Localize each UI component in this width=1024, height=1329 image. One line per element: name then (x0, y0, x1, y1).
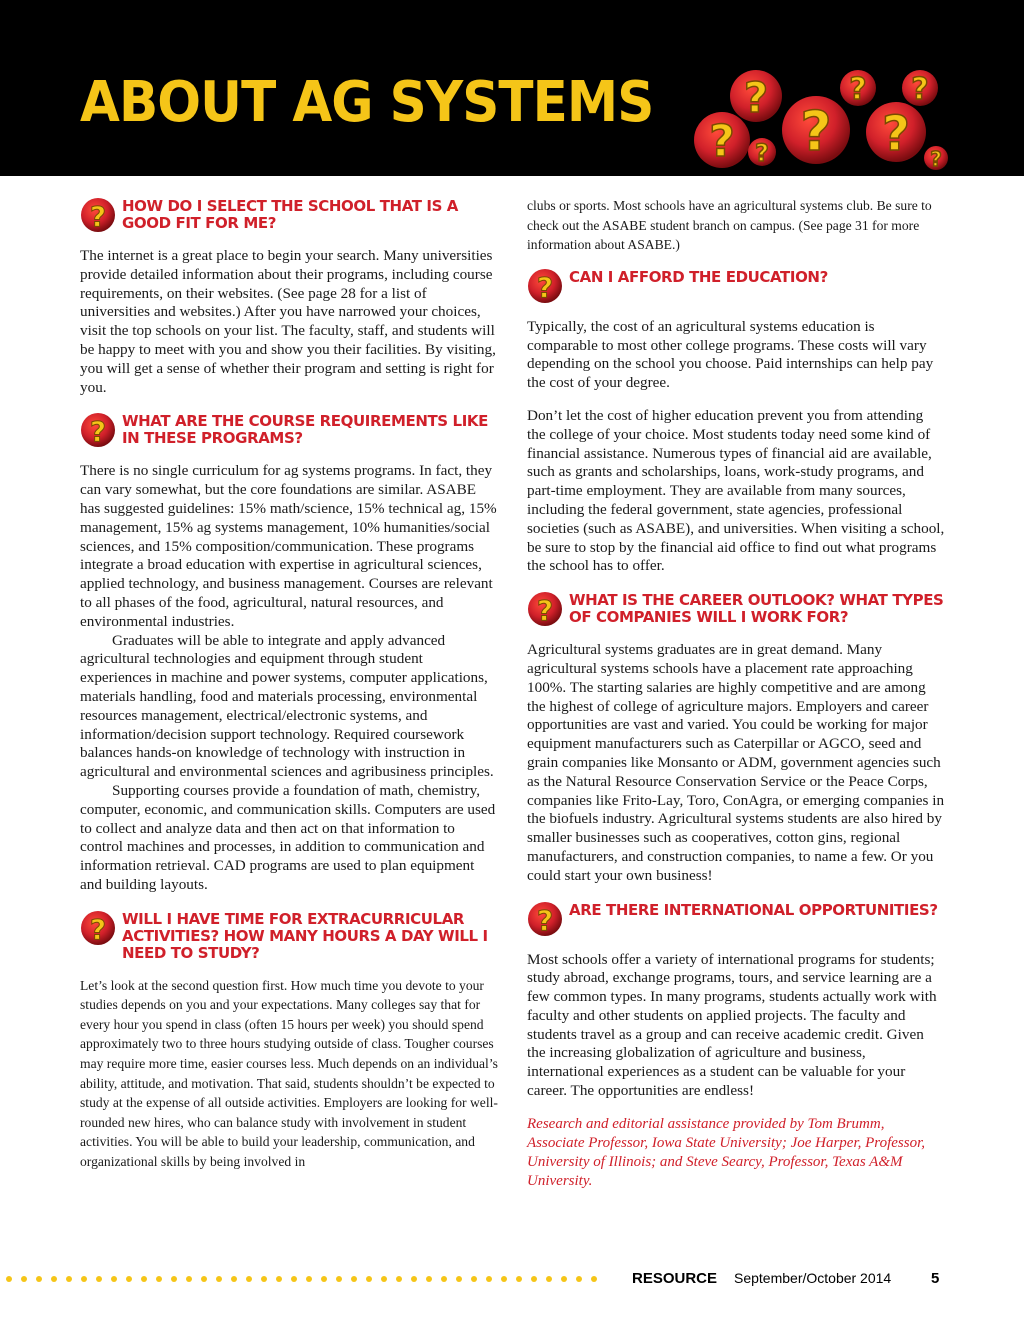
section-heading (527, 900, 945, 937)
dot (216, 1276, 222, 1282)
svg-text:?: ? (882, 106, 910, 162)
dot (156, 1276, 162, 1282)
svg-text:?: ? (911, 72, 929, 107)
dot (546, 1276, 552, 1282)
dot (561, 1276, 567, 1282)
svg-text:?: ? (849, 72, 867, 107)
page-title: ABOUT AG SYSTEMS (80, 70, 654, 135)
dot (456, 1276, 462, 1282)
header-banner (0, 0, 1024, 176)
dot (471, 1276, 477, 1282)
svg-text:?: ? (89, 912, 107, 946)
dot (426, 1276, 432, 1282)
svg-text:?: ? (709, 116, 735, 167)
svg-text:?: ? (536, 594, 554, 628)
section-title: WHAT ARE THE COURSE REQUIREMENTS LIKE IN THESE PROGRAMS? (122, 412, 488, 448)
dot (381, 1276, 387, 1282)
dot (441, 1276, 447, 1282)
dot (396, 1276, 402, 1282)
svg-text:?: ? (930, 147, 942, 171)
dot (321, 1276, 327, 1282)
svg-text:?: ? (743, 73, 769, 122)
publication-name: RESOURCE (632, 1270, 718, 1287)
svg-text:?: ? (536, 270, 554, 304)
continued-paragraph: clubs or sports. Most schools have an agricultural systems club. Be sure to check out the ASABE student branch on campus. (See page 31 for more information about ASABE.) (527, 198, 932, 253)
svg-text:?: ? (536, 903, 554, 937)
section-heading (80, 196, 498, 233)
dot (81, 1276, 87, 1282)
credits: Research and editorial assistance provided by Tom Brumm, Associate Professor, Iowa State University; Joe Harper, Professor, University of Illinois; and Steve Searcy, Professor, Texas A&M University. (527, 1115, 926, 1189)
section-title: ARE THERE INTERNATIONAL OPPORTUNITIES? (569, 900, 938, 919)
dot (276, 1276, 282, 1282)
dot (261, 1276, 267, 1282)
dot (351, 1276, 357, 1282)
question-balls-icon (690, 58, 950, 176)
dot (96, 1276, 102, 1282)
dot (516, 1276, 522, 1282)
dot (51, 1276, 57, 1282)
dot (246, 1276, 252, 1282)
dot (111, 1276, 117, 1282)
section-title: HOW DO I SELECT THE SCHOOL THAT IS A GOOD FIT FOR ME? (122, 197, 459, 232)
dot (6, 1276, 12, 1282)
paragraph: The internet is a great place to begin your search. Many universities provide detailed information about their programs, including course requirements, on their websites. (See page 28 for a list of universities and websites.) After you have narrowed your choices, visit the top schools on your list. The faculty, staff, and students will be happy to meet with you and show you their facilities. By visiting, you will get a sense of whether their program and setting is right for you. (80, 247, 496, 396)
dot (231, 1276, 237, 1282)
question-mark-icon (527, 268, 563, 304)
section-title: WILL I HAVE TIME FOR EXTRACURRICULAR ACTIVITIES? HOW MANY HOURS A DAY WILL I NEED TO STUDY? (122, 909, 488, 962)
paragraph: Graduates will be able to integrate and apply advanced agricultural technologies and equipment through student experiences in machine and power systems, computer applications, materials handling, food and materials processing, environmental resources management, electrical/electronic systems, and information/decision support technology. Required coursework balances hands-on knowledge of technology with instruction in agricultural and environmental sciences and agribusiness principles. (80, 631, 494, 781)
right-column (527, 196, 945, 1191)
dot (36, 1276, 42, 1282)
dot (171, 1276, 177, 1282)
section-title: WHAT IS THE CAREER OUTLOOK? WHAT TYPES OF COMPANIES WILL I WORK FOR? (569, 591, 944, 627)
issue-date: September/October 2014 (734, 1270, 892, 1286)
dot (201, 1276, 207, 1282)
svg-text:?: ? (89, 415, 107, 449)
dot (291, 1276, 297, 1282)
question-mark-icon (527, 591, 563, 627)
dot (411, 1276, 417, 1282)
dot (486, 1276, 492, 1282)
dot (531, 1276, 537, 1282)
dot (186, 1276, 192, 1282)
paragraph: There is no single curriculum for ag systems programs. In fact, they can vary somewhat, but the core foundations are similar. ASABE has suggested guidelines: 15% math/science, 15% technical ag, 15% management, 15% ag systems management, 10% humanities/social sciences, and 15% composition/communication. These programs integrate a broad education with expertise in agricultural sciences, applied technology, and business management. Courses are relevant to all phases of the food, agricultural, natural resources, and environmental industries. (80, 462, 497, 630)
paragraph: Agricultural systems graduates are in great demand. Many agricultural systems schools have a placement rate approaching 100%. The starting salaries are highly competitive and are among the highest of college of agriculture majors. Employers and career opportunities are vast and varied. You could be working for major equipment manufacturers such as Caterpillar or AGCO, seed and grain companies like Monsanto or ADM, government agencies such as the Natural Resource Conservation Service or the Peace Corps, companies like Frito-Lay, Toro, ConAgra, or emerging companies in the biofuels industry. Agricultural systems students are also hired by smaller businesses such as cooperatives, cotton gins, regional manufacturers, and construction companies, to name a few. Or you could start your own business! (527, 641, 945, 884)
question-mark-icon (80, 197, 116, 233)
dot (306, 1276, 312, 1282)
dot (126, 1276, 132, 1282)
dot (591, 1276, 597, 1282)
dot-rule (6, 1276, 597, 1282)
svg-text:?: ? (89, 200, 107, 233)
footer (0, 1268, 1024, 1292)
section-title: CAN I AFFORD THE EDUCATION? (569, 267, 828, 286)
dot (336, 1276, 342, 1282)
paragraph: Typically, the cost of an agricultural systems education is comparable to most other college programs. These costs will vary depending on the school you choose. Paid internships can help pay the cost of your degree. (527, 317, 934, 392)
dot (141, 1276, 147, 1282)
dot (21, 1276, 27, 1282)
dot (366, 1276, 372, 1282)
paragraph: Supporting courses provide a foundation of math, chemistry, computer, economic, and communication skills. Computers are used to collect and analyze data and then act on that information to control machines and processes, in addition to communication and information retrieval. CAD programs are used to plan equipment and building layouts. (80, 781, 496, 893)
svg-text:?: ? (755, 139, 769, 167)
svg-text:?: ? (800, 100, 832, 163)
paragraph: Most schools offer a variety of international programs for students; study abroad, exchange programs, tours, and service learning are a few common types. In many programs, students actually work with faculty and other students on applied projects. The faculty and students travel as a group and can receive academic credit. Given the increasing globalization of agriculture and business, international experiences as a student can be valuable for your career. The opportunities are endless! (527, 950, 937, 1100)
question-mark-icon (80, 910, 116, 946)
page-number: 5 (931, 1270, 940, 1287)
section-heading (527, 590, 945, 627)
section-heading (527, 267, 945, 304)
section-heading (80, 411, 498, 448)
section-heading (80, 909, 498, 962)
paragraph: Let’s look at the second question first. How much time you devote to your studies depends on you and your expectations. Many colleges say that for every hour you spend in class (often 15 hours per week) you should spend approximately two to three hours studying outside of class. Tougher courses may require more time, easier courses less. Much depends on an individual’s ability, attitude, and motivation. That said, students shouldn’t be expected to study at the expense of all outside activities. Employers are looking for well-rounded new hires, who can balance study with involvement in student activities. You will be able to build your leadership, communication, and organizational skills by being involved in (80, 977, 498, 1170)
dot (66, 1276, 72, 1282)
question-mark-icon (527, 901, 563, 937)
question-mark-icon (80, 412, 116, 448)
left-column (80, 196, 498, 1186)
dot (501, 1276, 507, 1282)
paragraph: Don’t let the cost of higher education prevent you from attending the college of your choice. Most students today need some kind of financial assistance. Numerous types of financial aid are available, such as grants and scholarships, loans, work-study programs, and part-time employment. They are available from many sources, including the federal government, state agencies, professional societies (such as ASABE), and universities. When visiting a school, be sure to stop by the financial aid office to find out what programs the school has to offer. (527, 406, 945, 575)
dot (576, 1276, 582, 1282)
